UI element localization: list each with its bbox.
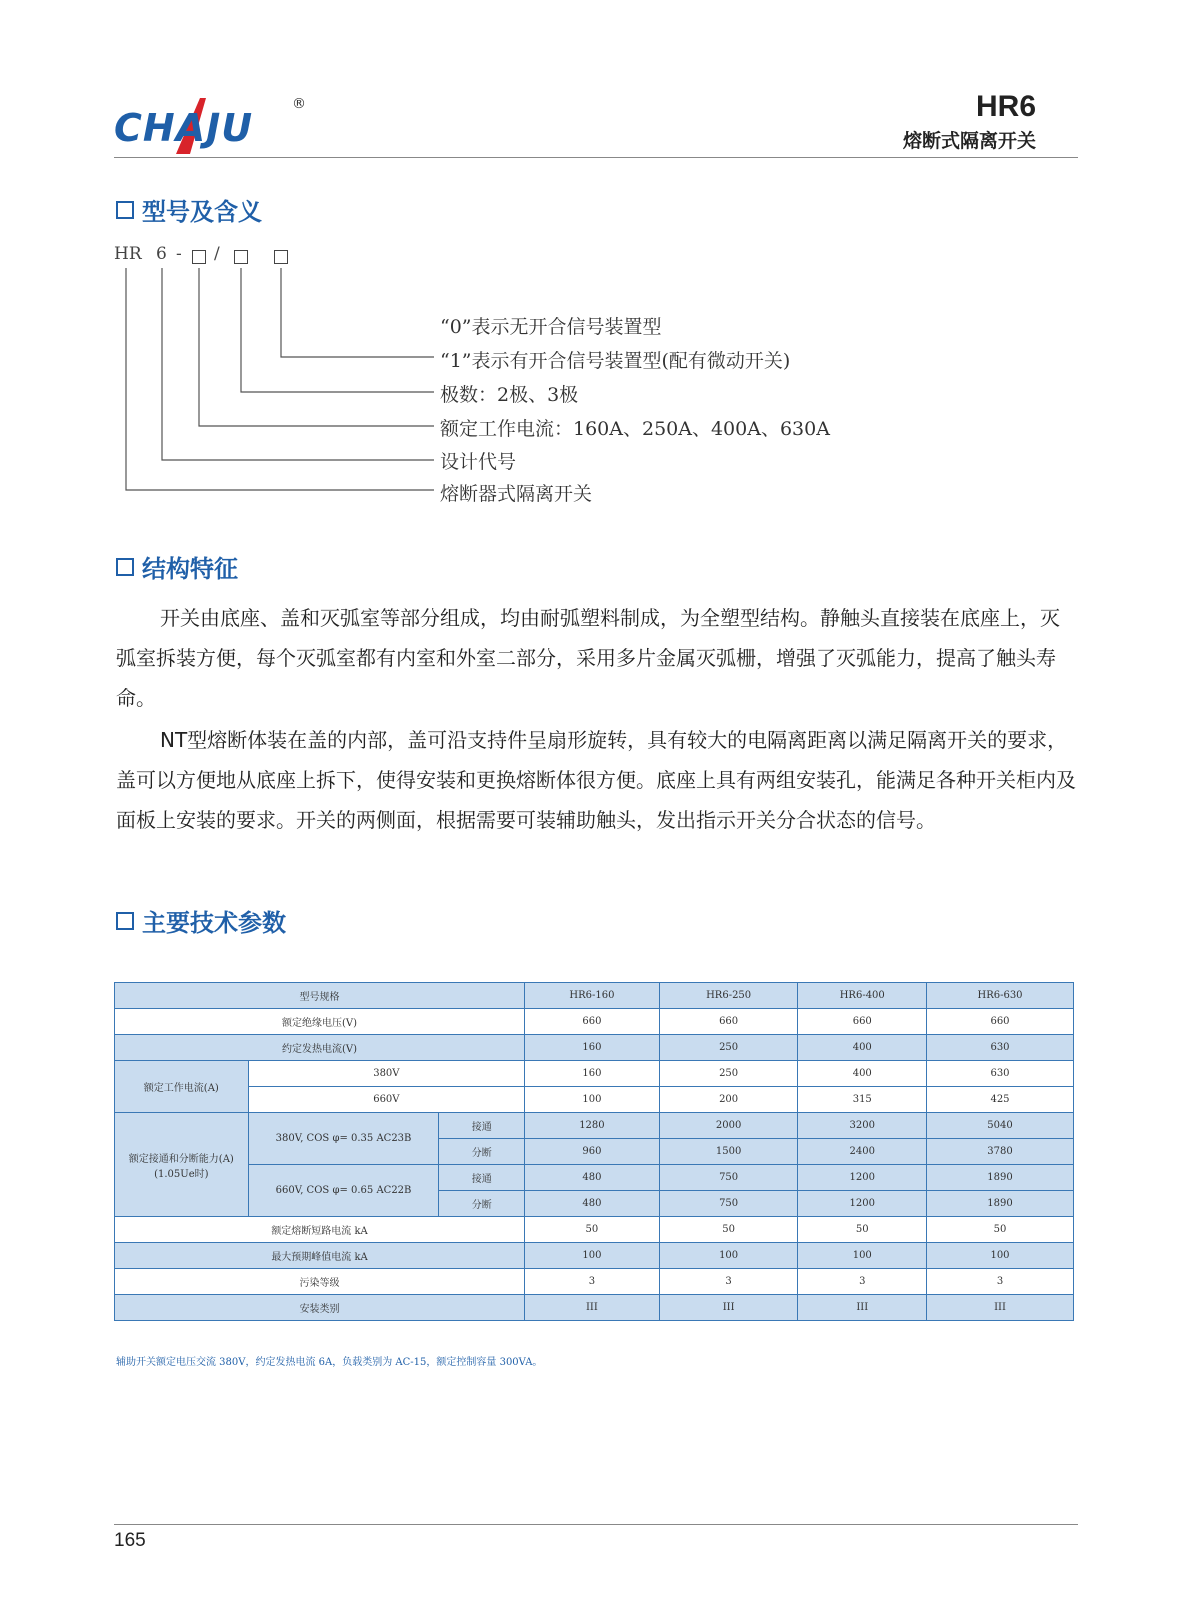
row-label [115,1113,249,1217]
code-slash: / [214,244,220,264]
table-row [115,1087,1074,1113]
table-cell: 3 [659,1269,798,1295]
checkbox-square-icon [116,201,134,219]
header-divider [114,157,1078,158]
section-title-specs [116,903,286,938]
table-cell: 250 [659,1035,798,1061]
table-row [115,1269,1074,1295]
code-dash: - [176,244,182,264]
table-cell: 1280 [525,1113,660,1139]
table-row [115,1217,1074,1243]
row-label: 约定发热电流(V) [115,1035,525,1061]
table-row [115,1295,1074,1321]
table-cell: 1890 [927,1191,1074,1217]
table-cell: 960 [525,1139,660,1165]
table-cell: 50 [798,1217,927,1243]
table-cell: III [927,1295,1074,1321]
table-row [115,1009,1074,1035]
table-cell: 50 [659,1217,798,1243]
row-label: 额定熔断短路电流 kA [115,1217,525,1243]
row-label: 安装类别 [115,1295,525,1321]
table-header-model: HR6-630 [927,983,1074,1009]
break-label: 分断 [439,1191,525,1217]
table-cell: 630 [927,1061,1074,1087]
diagram-label-poles: 极数：2极、3极 [440,384,579,406]
section-title-text: 型号及含义 [142,198,262,226]
table-row [115,983,1074,1009]
row-label: 污染等级 [115,1269,525,1295]
table-cell: 400 [798,1035,927,1061]
diagram-label-type: 熔断器式隔离开关 [440,483,593,505]
table-cell: 5040 [927,1113,1074,1139]
table-cell: 1200 [798,1165,927,1191]
spec-table [114,982,1074,1321]
table-cell: 315 [798,1087,927,1113]
table-cell: 425 [927,1087,1074,1113]
make-label: 接通 [439,1165,525,1191]
table-cell: 660 [525,1009,660,1035]
table-cell: 480 [525,1165,660,1191]
section-title-structure [116,549,238,584]
make-label: 接通 [439,1113,525,1139]
table-cell: III [659,1295,798,1321]
capacity-label: 额定接通和分断能力(A) [128,1153,234,1165]
table-cell: 160 [525,1061,660,1087]
table-cell: 750 [659,1165,798,1191]
table-footnote: 辅助开关额定电压交流 380V，约定发热电流 6A，负载类别为 AC-15，额定控制容量 300VA。 [116,1357,543,1368]
diagram-label-design: 设计代号 [440,451,517,473]
model-code-diagram [114,240,874,530]
row-label: 额定绝缘电压(V) [115,1009,525,1035]
table-cell: 660 [659,1009,798,1035]
table-header-model: HR6-160 [525,983,660,1009]
table-cell: 1890 [927,1165,1074,1191]
table-cell: 660 [798,1009,927,1035]
section-title-text: 结构特征 [142,555,238,583]
structure-paragraph-1: 开关由底座、盖和灭弧室等部分组成，均由耐弧塑料制成，为全塑型结构。静触头直接装在底座上，灭弧室拆装方便，每个灭弧室都有内室和外室二部分，采用多片金属灭弧栅，增强了灭弧能力，提高了触头寿命。 [116,606,1060,710]
row-label: 额定工作电流(A) [115,1061,249,1113]
diagram-label-current: 额定工作电流：160A、250A、400A、630A [440,418,830,440]
table-cell: 2000 [659,1113,798,1139]
registered-mark: ® [292,96,306,112]
capacity-sublabel: (1.05Ue时) [154,1168,209,1180]
checkbox-square-icon [116,558,134,576]
row-sublabel: 660V [248,1087,524,1113]
table-cell: 3200 [798,1113,927,1139]
table-cell: 2400 [798,1139,927,1165]
product-model: HR6 [975,90,1036,123]
table-cell: 3 [525,1269,660,1295]
table-header-model: HR6-250 [659,983,798,1009]
diagram-label-1: “1”表示有开合信号装置型(配有微动开关) [440,350,791,372]
table-cell: 3 [927,1269,1074,1295]
table-cell: 480 [525,1191,660,1217]
code-hr: HR [114,244,142,264]
table-cell: 50 [525,1217,660,1243]
table-row [115,1243,1074,1269]
table-header-model: HR6-400 [798,983,927,1009]
table-cell: 630 [927,1035,1074,1061]
company-logo [114,92,304,162]
structure-paragraph-2: NT型熔断体装在盖的内部，盖可沿支持件呈扇形旋转，具有较大的电隔离距离以满足隔离开关的要求，盖可以方便地从底座上拆下，使得安装和更换熔断体很方便。底座上具有两组安装孔，能满足各种开关柜内及面板上安装的要求。开关的两侧面，根据需要可装辅助触头，发出指示开关分合状态的信号。 [116,728,1076,832]
table-row [115,1113,1074,1139]
table-cell: 160 [525,1035,660,1061]
table-cell: 100 [525,1243,660,1269]
table-cell: 3 [798,1269,927,1295]
table-cell: 250 [659,1061,798,1087]
table-cell: 750 [659,1191,798,1217]
table-header-label: 型号规格 [115,983,525,1009]
table-cell: 50 [927,1217,1074,1243]
footer-divider [114,1524,1078,1525]
table-cell: 1200 [798,1191,927,1217]
diagram-label-0: “0”表示无开合信号装置型 [440,316,662,338]
row-sublabel: 380V [248,1061,524,1087]
table-cell: III [525,1295,660,1321]
table-cell: 100 [927,1243,1074,1269]
table-cell: 660 [927,1009,1074,1035]
table-cell: 100 [659,1243,798,1269]
table-cell: 3780 [927,1139,1074,1165]
page-number: 165 [114,1530,146,1551]
section-title-model [116,192,262,227]
section-title-text: 主要技术参数 [142,909,286,937]
condition-660: 660V, COS φ= 0.65 AC22B [248,1165,439,1217]
table-row [115,1035,1074,1061]
condition-380: 380V, COS φ= 0.35 AC23B [248,1113,439,1165]
table-cell: 1500 [659,1139,798,1165]
table-cell: 100 [798,1243,927,1269]
logo-text: CHAJU [114,106,254,150]
table-cell: 400 [798,1061,927,1087]
table-row [115,1061,1074,1087]
diagram-lines [114,240,444,530]
row-label: 最大预期峰值电流 kA [115,1243,525,1269]
product-subtitle: 熔断式隔离开关 [902,130,1036,152]
table-cell: 100 [525,1087,660,1113]
table-row [115,1165,1074,1191]
table-cell: 200 [659,1087,798,1113]
table-cell: III [798,1295,927,1321]
code-6: 6 [156,244,167,264]
checkbox-square-icon [116,912,134,930]
break-label: 分断 [439,1139,525,1165]
